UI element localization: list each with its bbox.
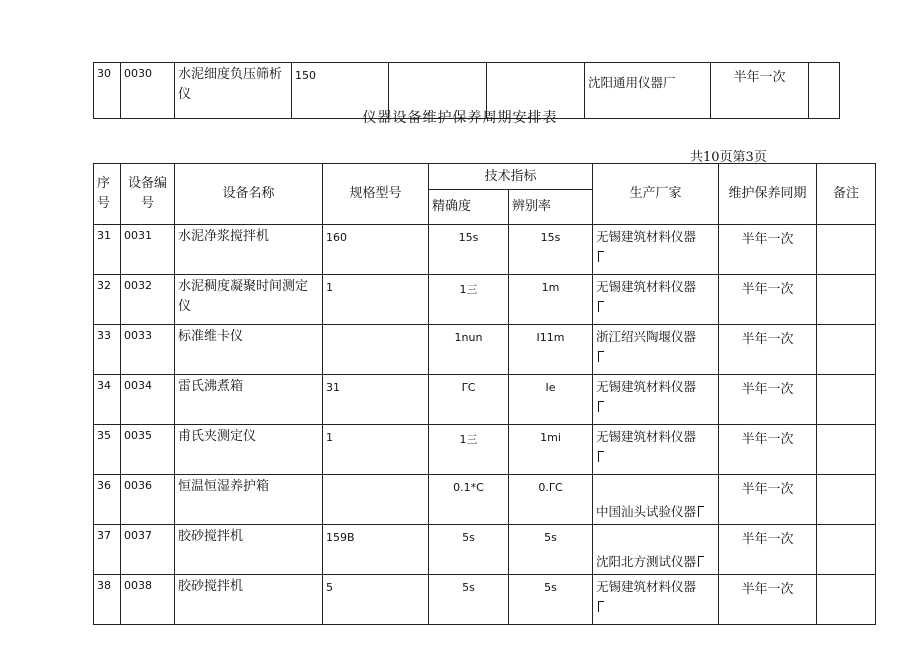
- maintenance-schedule-table: [93, 163, 876, 625]
- spec-cell: 160: [323, 225, 429, 275]
- note-cell: [817, 575, 876, 625]
- name-cell: 胶砂搅拌机: [175, 525, 323, 575]
- spec-cell: 159B: [323, 525, 429, 575]
- cycle-cell: 半年一次: [719, 575, 817, 625]
- seq-cell: 37: [94, 525, 121, 575]
- maker-cell: [593, 325, 719, 375]
- spec-cell: 31: [323, 375, 429, 425]
- name-cell: 水泥净浆搅拌机: [175, 225, 323, 275]
- precision-cell: 1三: [429, 425, 509, 475]
- header-maker: 生产厂家: [593, 164, 719, 225]
- page-info: 共10页第3页: [690, 150, 767, 165]
- note-cell: [817, 275, 876, 325]
- precision-cell: 1三: [429, 275, 509, 325]
- code-cell: 0035: [121, 425, 175, 475]
- code-cell: 0036: [121, 475, 175, 525]
- table-row: [94, 275, 876, 325]
- name-cell: 标准维卡仪: [175, 325, 323, 375]
- corner-mark-icon: [698, 556, 704, 567]
- spec-cell: [323, 475, 429, 525]
- corner-mark-icon: [598, 251, 604, 262]
- cycle-cell: 半年一次: [719, 425, 817, 475]
- table-row: [94, 375, 876, 425]
- maker-text: 中国汕头试验仪器: [596, 504, 697, 519]
- maker-text: 无锡建筑材料仪器: [596, 379, 697, 394]
- cycle-cell: 半年一次: [711, 63, 809, 119]
- maker-cell: [593, 425, 719, 475]
- seq-cell: 36: [94, 475, 121, 525]
- maker-cell: [593, 525, 719, 575]
- header-tech: 技术指标: [429, 164, 593, 190]
- cycle-cell: 半年一次: [719, 525, 817, 575]
- maker-cell: [593, 475, 719, 525]
- maker-cell: 沈阳通用仪器厂: [585, 63, 711, 119]
- precision-cell: 15s: [429, 225, 509, 275]
- table-row: [94, 475, 876, 525]
- table-row: [94, 225, 876, 275]
- code-cell: 0034: [121, 375, 175, 425]
- corner-mark-icon: [598, 401, 604, 412]
- note-cell: [817, 375, 876, 425]
- precision-cell: 5s: [429, 575, 509, 625]
- seq-cell: 34: [94, 375, 121, 425]
- cycle-cell: 半年一次: [719, 225, 817, 275]
- spec-cell: 150: [292, 63, 389, 119]
- cycle-cell: 半年一次: [719, 325, 817, 375]
- corner-mark-icon: [598, 601, 604, 612]
- name-cell: 甫氏夹测定仪: [175, 425, 323, 475]
- spec-cell: 1: [323, 425, 429, 475]
- header-spec: 规格型号: [323, 164, 429, 225]
- corner-mark-icon: [698, 506, 704, 517]
- corner-mark-icon: [598, 301, 604, 312]
- maker-text: 无锡建筑材料仪器: [596, 279, 697, 294]
- seq-cell: 35: [94, 425, 121, 475]
- cycle-cell: 半年一次: [719, 475, 817, 525]
- corner-mark-icon: [598, 451, 604, 462]
- maker-text: 沈阳北方测试仪器: [596, 554, 697, 569]
- name-cell: 水泥稠度凝聚时间测定仪: [175, 275, 323, 325]
- header-note: 备注: [817, 164, 876, 225]
- code-cell: 0030: [121, 63, 175, 119]
- header-seq: 序号: [94, 164, 121, 225]
- header-name: 设备名称: [175, 164, 323, 225]
- precision-cell: 5s: [429, 525, 509, 575]
- code-cell: 0031: [121, 225, 175, 275]
- header-code: 设备编号: [121, 164, 175, 225]
- resolution-cell: 5s: [509, 525, 593, 575]
- resolution-cell: 1mi: [509, 425, 593, 475]
- header-resolution: 辨别率: [509, 190, 593, 225]
- maker-cell: [593, 375, 719, 425]
- maker-cell: [593, 225, 719, 275]
- table-row: [94, 325, 876, 375]
- name-cell: 恒温恒湿养护箱: [175, 475, 323, 525]
- name-cell: 雷氏沸煮箱: [175, 375, 323, 425]
- cycle-cell: 半年一次: [719, 275, 817, 325]
- table-row: [94, 425, 876, 475]
- table-row: [94, 525, 876, 575]
- code-cell: 0032: [121, 275, 175, 325]
- table-row: [94, 575, 876, 625]
- spec-cell: [323, 325, 429, 375]
- code-cell: 0038: [121, 575, 175, 625]
- seq-cell: 30: [94, 63, 121, 119]
- code-cell: 0033: [121, 325, 175, 375]
- seq-cell: 32: [94, 275, 121, 325]
- page-title: 仪器设备维护保养周期安排表: [362, 110, 558, 126]
- precision-cell: 1nun: [429, 325, 509, 375]
- header-cycle: 维护保养同期: [719, 164, 817, 225]
- code-cell: 0037: [121, 525, 175, 575]
- note-cell: [817, 425, 876, 475]
- precision-cell: ΓC: [429, 375, 509, 425]
- precision-cell: 0.1*C: [429, 475, 509, 525]
- maker-cell: [593, 575, 719, 625]
- note-cell: [817, 325, 876, 375]
- maker-text: 无锡建筑材料仪器: [596, 229, 697, 244]
- resolution-cell: Ie: [509, 375, 593, 425]
- seq-cell: 33: [94, 325, 121, 375]
- note-cell: [817, 225, 876, 275]
- cycle-cell: 半年一次: [719, 375, 817, 425]
- maker-text: 浙江绍兴陶堰仪器: [596, 329, 697, 344]
- corner-mark-icon: [598, 351, 604, 362]
- maker-text: 无锡建筑材料仪器: [596, 429, 697, 444]
- name-cell: 胶砂搅拌机: [175, 575, 323, 625]
- note-cell: [817, 525, 876, 575]
- maker-cell: [593, 275, 719, 325]
- header-precision: 精确度: [429, 190, 509, 225]
- seq-cell: 31: [94, 225, 121, 275]
- maker-text: 无锡建筑材料仪器: [596, 579, 697, 594]
- resolution-cell: 5s: [509, 575, 593, 625]
- resolution-cell: 0.ΓC: [509, 475, 593, 525]
- note-cell: [817, 475, 876, 525]
- name-cell: 水泥细度负压筛析仪: [175, 63, 292, 119]
- spec-cell: 1: [323, 275, 429, 325]
- resolution-cell: 1m: [509, 275, 593, 325]
- spec-cell: 5: [323, 575, 429, 625]
- seq-cell: 38: [94, 575, 121, 625]
- header-row: [94, 164, 876, 190]
- resolution-cell: I11m: [509, 325, 593, 375]
- resolution-cell: 15s: [509, 225, 593, 275]
